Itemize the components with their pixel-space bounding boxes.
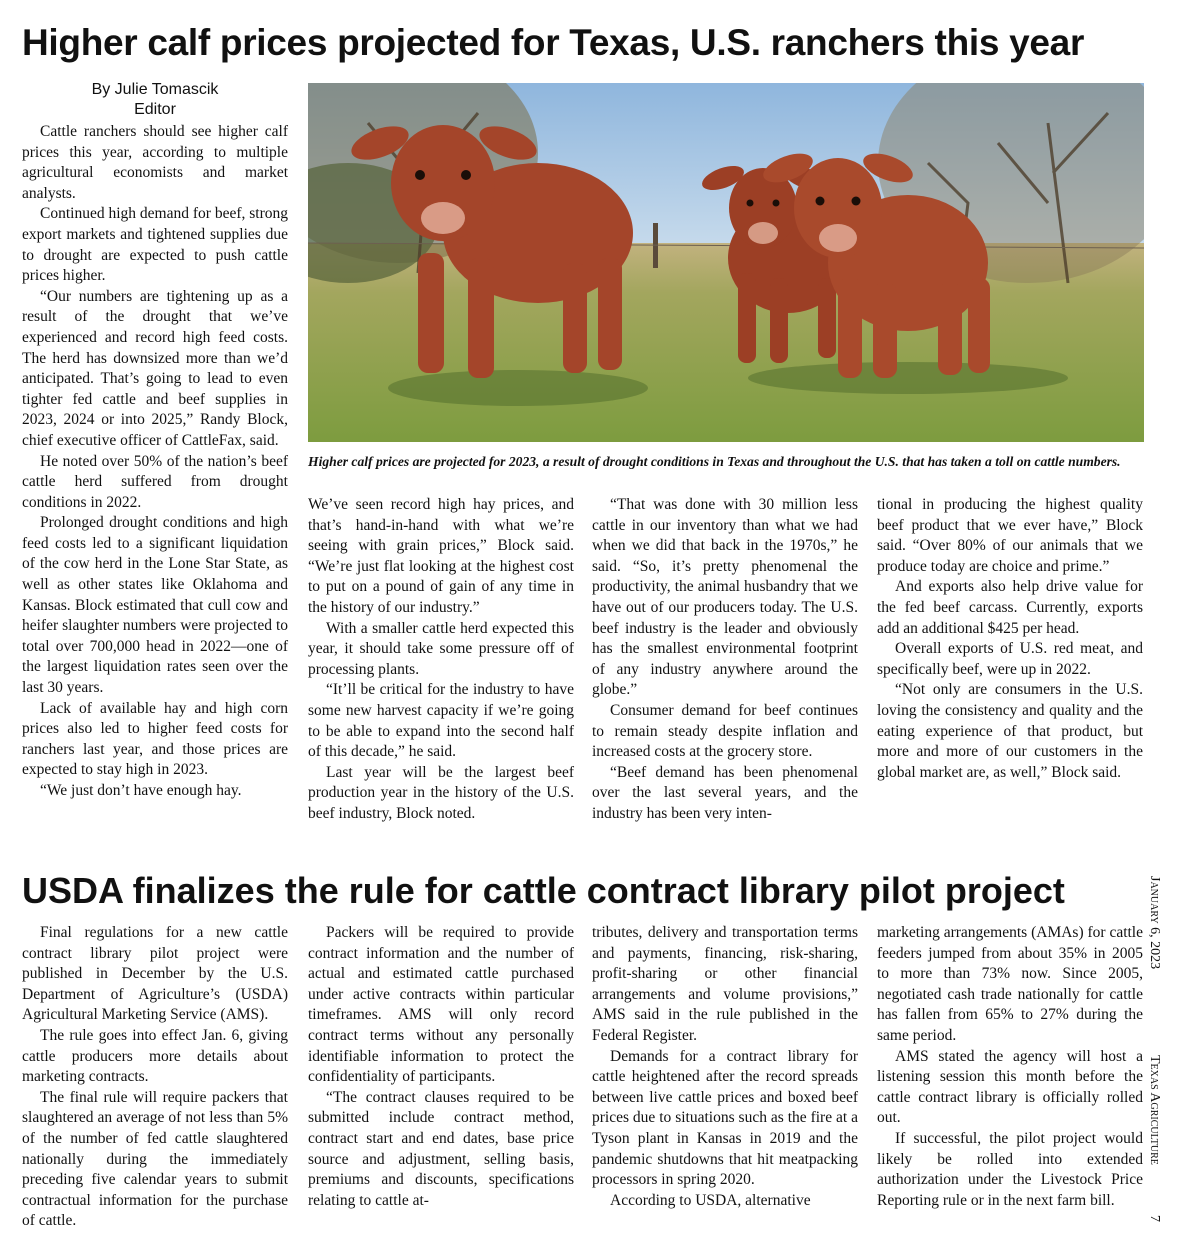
publication-name: Texas Agriculture bbox=[1147, 1055, 1162, 1165]
paragraph: Final regulations for a new cattle contract library pilot project were published in December by the U.S. Department of Agriculture’s (USDA) Agricultural Marketing Service (AMS). bbox=[22, 924, 288, 1024]
article2-column-2 bbox=[308, 923, 574, 1211]
paragraph: marketing arrangements (AMAs) for cattle feeders jumped from about 35% in 2005 to more than 73% now. Since 2005, negotiated cash trade nationally for cattle has fallen from 65% to 27% during the same period. bbox=[877, 924, 1143, 1044]
article2-column-1 bbox=[22, 923, 288, 1232]
paragraph: “It’ll be critical for the industry to have some new harvest capacity if we’re going to be able to expand into the second half of this decade,” he said. bbox=[308, 681, 574, 761]
paragraph: According to USDA, alternative bbox=[610, 1191, 811, 1209]
headline-calf-prices: Higher calf prices projected for Texas, U.S. ranchers this year bbox=[22, 22, 1085, 63]
paragraph: If successful, the pilot project would likely be rolled into extended authorization under the Livestock Price Reporting rule or in the next farm bill. bbox=[877, 1129, 1143, 1209]
paragraph: AMS stated the agency will host a listening session this month before the cattle contract library is officially rolled out. bbox=[877, 1047, 1143, 1127]
paragraph: “We just don’t have enough hay. bbox=[40, 782, 242, 799]
paragraph: The final rule will require packers that slaughtered an average of not less than 5% of the number of fed cattle slaughtered nationally during the immediately preceding five calendar years to submit contractual information for the purchase of cattle. bbox=[22, 1088, 288, 1230]
byline-title: Editor bbox=[134, 101, 176, 118]
article1-column-4 bbox=[877, 495, 1143, 783]
paragraph: “Beef demand has been phenomenal over the last several years, and the industry has been very inten- bbox=[592, 763, 858, 822]
paragraph: Packers will be required to provide contract information and the number of actual and estimated cattle purchased under active contracts within particular timeframes. AMS will only record contract terms without any personally identifiable information to protect the confidentiality of participants. bbox=[308, 924, 574, 1086]
paragraph: Overall exports of U.S. red meat, and specifically beef, were up in 2022. bbox=[877, 640, 1143, 678]
paragraph: tributes, delivery and transportation terms and payments, financing, risk-sharing, profit-sharing or other financial arrangements and volume provisions,” AMS said in the rule published in the Federal Register. bbox=[592, 924, 858, 1044]
paragraph: Demands for a contract library for cattle heightened after the record spreads between live cattle prices and boxed beef prices due to situations such as the fire at a Tyson plant in Kansas in 2019 and the pandemic shutdowns that hit meatpacking processors in spring 2020. bbox=[592, 1047, 858, 1189]
paragraph: “The contract clauses required to be submitted include contract method, contract start and end dates, base price source and adjustment, selling basis, premiums and discounts, specifications relating to cattle at- bbox=[308, 1088, 574, 1209]
paragraph: He noted over 50% of the nation’s beef cattle herd suffered from drought conditions in 2022. bbox=[22, 452, 288, 511]
paragraph: With a smaller cattle herd expected this year, it should take some pressure off of processing plants. bbox=[308, 619, 574, 678]
article1-column-2 bbox=[308, 495, 574, 825]
article2-column-3 bbox=[592, 923, 858, 1211]
byline-name: By Julie Tomascik bbox=[91, 81, 219, 98]
paragraph: Lack of available hay and high corn prices also led to higher feed costs for ranchers last year, and those prices are expected to stay high in 2023. bbox=[22, 699, 288, 779]
paragraph: Last year will be the largest beef production year in the history of the U.S. beef industry, Block noted. bbox=[308, 763, 574, 822]
paragraph: The rule goes into effect Jan. 6, giving cattle producers more details about marketing contracts. bbox=[22, 1026, 288, 1086]
article2-column-4 bbox=[877, 923, 1143, 1211]
calves-photo bbox=[308, 83, 1144, 442]
paragraph: Cattle ranchers should see higher calf prices this year, according to multiple agricultural economists and market analysts. bbox=[22, 123, 288, 202]
paragraph: “Not only are consumers in the U.S. loving the consistency and quality and the eating experience of that product, but more and more of our customers in the global market are, as well,” Block said. bbox=[877, 681, 1143, 781]
page-number: 7 bbox=[1147, 1215, 1162, 1222]
article1-column-1 bbox=[22, 122, 288, 802]
paragraph: Consumer demand for beef continues to remain steady despite inflation and increased costs at the grocery store. bbox=[592, 701, 858, 761]
paragraph: “That was done with 30 million less cattle in our inventory than what we had when we did that back in the 1970s,” he said. “So, it’s pretty phenomenal the productivity, the animal husbandry that we have out of our producers today. The U.S. beef industry is the leader and obviously has the smallest environmental footprint of any industry anywhere around the globe.” bbox=[592, 496, 858, 699]
paragraph: And exports also help drive value for the fed beef carcass. Currently, exports add an additional $425 per head. bbox=[877, 578, 1143, 637]
article1-column-3 bbox=[592, 495, 858, 825]
photo-caption: Higher calf prices are projected for 2023, a result of drought conditions in Texas and throughout the U.S. that has taken a toll on cattle numbers. bbox=[308, 454, 1121, 469]
paragraph: Prolonged drought conditions and high feed costs led to a significant liquidation of the cow herd in the Lone Star State, as well as other states like Oklahoma and Kansas. Block estimated that cull cow and heifer slaughter numbers were projected to total over 700,000 head in 2022—one of the largest liquidation rates seen over the last 30 years. bbox=[22, 514, 288, 697]
paragraph: We’ve seen record high hay prices, and that’s hand-in-hand with what we’re seeing with grain prices,” Block said. “We’re just flat looking at the highest cost to put on a pound of gain of any time in the history of our industry.” bbox=[308, 496, 574, 616]
byline bbox=[22, 80, 288, 120]
paragraph: Continued high demand for beef, strong export markets and tightened supplies due to drought are expected to push cattle prices higher. bbox=[22, 205, 288, 285]
paragraph: “Our numbers are tightening up as a result of the drought that we’ve experienced and record high feed costs. The herd has downsized more than we’d anticipated. That’s going to lead to even tighter fed cattle and beef supplies in 2023, 2024 or into 2025,” Randy Block, chief executive officer of CattleFax, said. bbox=[22, 287, 288, 449]
paragraph: tional in producing the highest quality beef product that we ever have,” Block said. “Over 80% of our animals that we produce today are choice and prime.” bbox=[877, 496, 1143, 575]
issue-date: January 6, 2023 bbox=[1147, 876, 1162, 970]
headline-usda-rule: USDA finalizes the rule for cattle contract library pilot project bbox=[22, 870, 1065, 911]
